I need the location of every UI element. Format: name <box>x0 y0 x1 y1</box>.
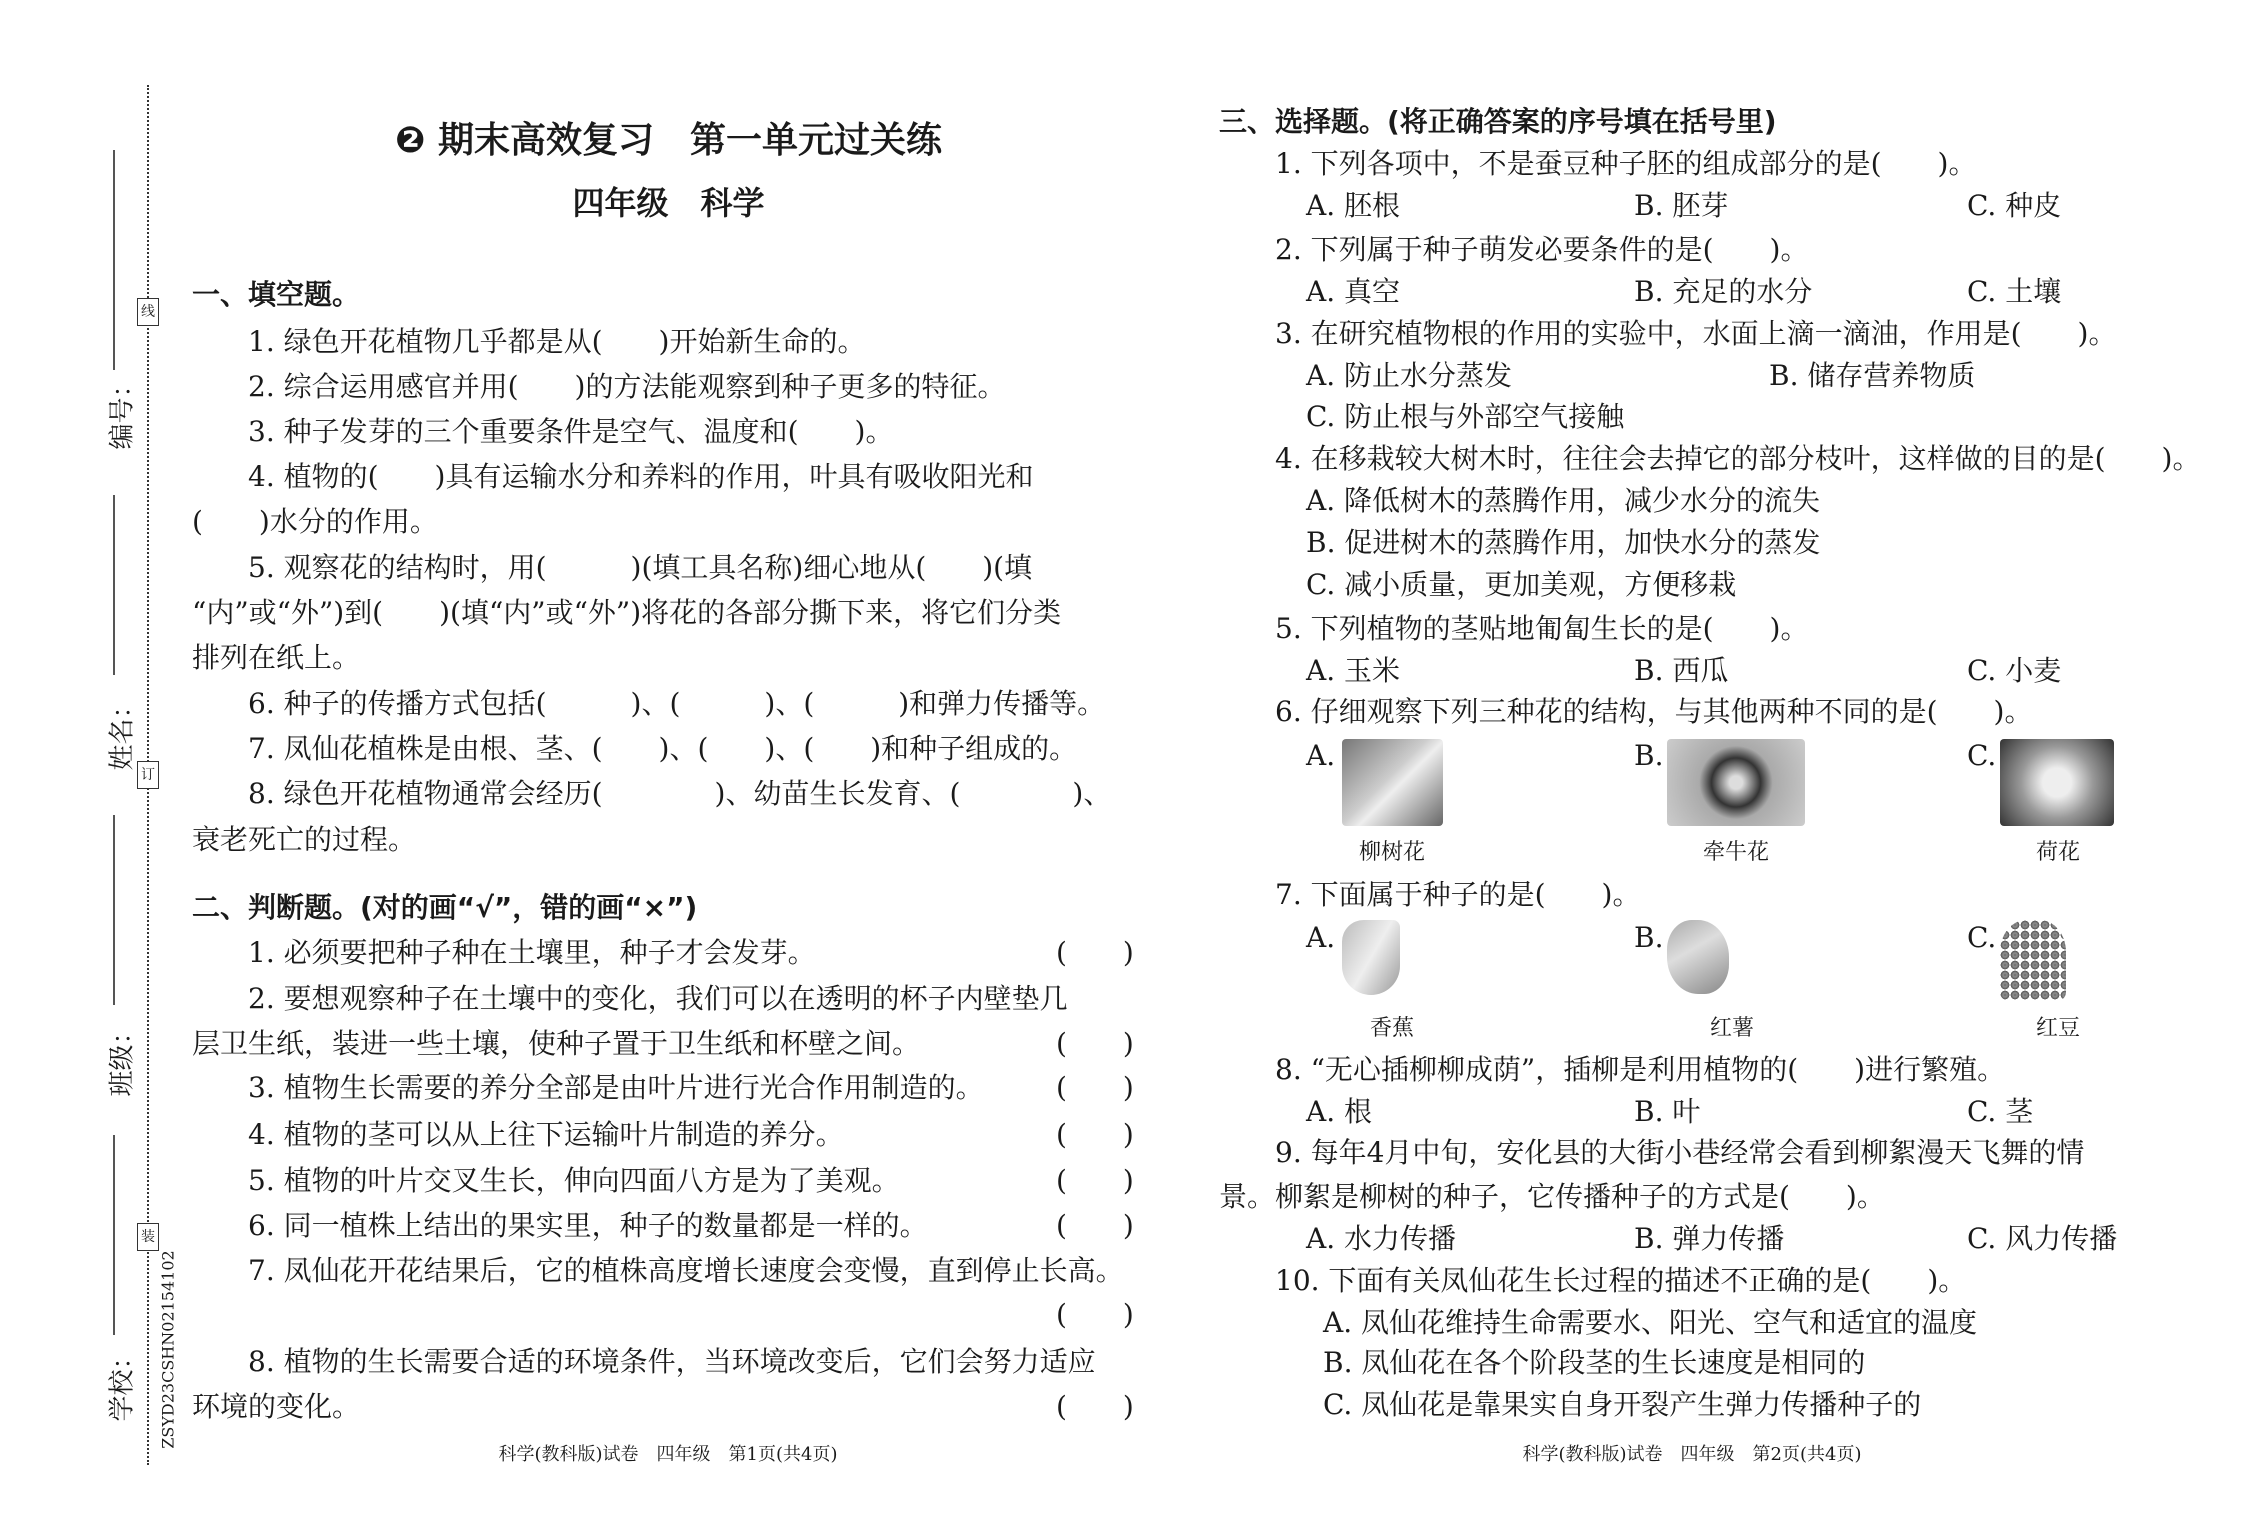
option: C. <box>1967 921 1997 954</box>
question-line: 7. 凤仙花开花结果后，它的植株高度增长速度会变慢，直到停止长高。 <box>248 1254 1124 1287</box>
answer-paren[interactable]: ( ) <box>1056 1071 1134 1104</box>
answer-paren[interactable]: ( ) <box>1056 1027 1134 1060</box>
question-line: 4. 在移栽较大树木时，往往会去掉它的部分枝叶，这样做的目的是( )。 <box>1275 442 2201 475</box>
option: C. 种皮 <box>1967 189 2062 222</box>
sweet-potato-image <box>1667 920 1729 994</box>
answer-paren[interactable]: ( ) <box>1056 1298 1134 1331</box>
lotus-image <box>2000 739 2114 826</box>
option: C. 防止根与外部空气接触 <box>1306 400 1625 433</box>
option: B. 弹力传播 <box>1634 1222 1785 1255</box>
willow-flower-image <box>1342 739 1443 826</box>
question-line: 6. 同一植株上结出的果实里，种子的数量都是一样的。 <box>248 1209 928 1242</box>
image-caption: 荷花 <box>2035 840 2080 865</box>
section-choice: 三、选择题。(将正确答案的序号填在括号里) <box>1219 105 1777 138</box>
question-line: 2. 要想观察种子在土壤中的变化，我们可以在透明的杯子内壁垫几 <box>248 982 1068 1015</box>
red-bean-image <box>2000 920 2066 1000</box>
question-line: 7. 下面属于种子的是( )。 <box>1275 878 1641 911</box>
option: B. <box>1634 739 1664 772</box>
option: A. 玉米 <box>1306 654 1401 687</box>
school-label: 学校： <box>107 1343 138 1422</box>
answer-paren[interactable]: ( ) <box>1056 1209 1134 1242</box>
option: B. 叶 <box>1634 1095 1701 1128</box>
question-line: 9. 每年4月中旬，安化县的大街小巷经常会看到柳絮漫天飞舞的情 <box>1275 1136 2085 1169</box>
question-line: 排列在纸上。 <box>192 641 361 674</box>
option: C. <box>1967 739 1997 772</box>
question-line: “内”或“外”)到( )(填“内”或“外”)将花的各部分撕下来，将它们分类 <box>192 596 1062 629</box>
option: A. 水力传播 <box>1306 1222 1457 1255</box>
question-line: 2. 综合运用感官并用( )的方法能观察到种子更多的特征。 <box>248 370 1006 403</box>
page-footer: 科学(教科版)试卷 四年级 第1页(共4页) <box>498 1444 838 1465</box>
question-line: 1. 必须要把种子种在土壤里，种子才会发芽。 <box>248 936 816 969</box>
question-line: 10. 下面有关凤仙花生长过程的描述不正确的是( )。 <box>1275 1264 1967 1297</box>
question-line: 3. 植物生长需要的养分全部是由叶片进行光合作用制造的。 <box>248 1071 984 1104</box>
option: B. <box>1634 921 1664 954</box>
binding-mark: 装 <box>137 1223 159 1251</box>
question-line: 景。柳絮是柳树的种子，它传播种子的方式是( )。 <box>1219 1180 1885 1213</box>
question-line: 1. 下列各项中，不是蚕豆种子胚的组成部分的是( )。 <box>1275 147 1977 180</box>
section-true-false: 二、判断题。(对的画“√”，错的画“×”) <box>192 891 698 924</box>
question-line: 5. 观察花的结构时，用( )(填工具名称)细心地从( )(填 <box>248 551 1033 584</box>
field-line <box>113 495 115 675</box>
option: A. 防止水分蒸发 <box>1306 359 1513 392</box>
field-line <box>113 815 115 1005</box>
banana-image <box>1342 920 1400 995</box>
question-line: 3. 种子发芽的三个重要条件是空气、温度和( )。 <box>248 415 894 448</box>
option: B. 充足的水分 <box>1634 275 1813 308</box>
option: C. 减小质量，更加美观，方便移栽 <box>1306 568 1737 601</box>
question-line: 1. 绿色开花植物几乎都是从( )开始新生命的。 <box>248 325 866 358</box>
binding-mark: 线 <box>137 298 159 326</box>
option: A. 真空 <box>1306 275 1401 308</box>
page-footer: 科学(教科版)试卷 四年级 第2页(共4页) <box>1522 1444 1862 1465</box>
name-label: 姓名： <box>107 692 138 771</box>
question-line: 层卫生纸，装进一些土壤，使种子置于卫生纸和杯壁之间。 <box>192 1027 921 1060</box>
page-title: ❷ 期末高效复习 第一单元过关练 <box>394 120 942 161</box>
question-line: 8. 植物的生长需要合适的环境条件，当环境改变后，它们会努力适应 <box>248 1345 1096 1378</box>
question-line: 4. 植物的茎可以从上往下运输叶片制造的养分。 <box>248 1118 844 1151</box>
paper-code: ZSYD23CSHN02154102 <box>158 1250 178 1449</box>
option: C. 茎 <box>1967 1095 2034 1128</box>
option: A. 根 <box>1306 1095 1373 1128</box>
answer-paren[interactable]: ( ) <box>1056 1390 1134 1423</box>
option: B. 胚芽 <box>1634 189 1729 222</box>
question-line: 6. 仔细观察下列三种花的结构，与其他两种不同的是( )。 <box>1275 695 2033 728</box>
image-caption: 柳树花 <box>1358 840 1425 865</box>
class-label: 班级： <box>107 1018 138 1097</box>
image-caption: 红豆 <box>2035 1016 2080 1041</box>
option: B. 促进树木的蒸腾作用，加快水分的蒸发 <box>1306 526 1821 559</box>
question-line: 8. “无心插柳柳成荫”，插柳是利用植物的( )进行繁殖。 <box>1275 1053 2006 1086</box>
option: A. <box>1306 921 1336 954</box>
number-label: 编号： <box>107 371 138 450</box>
question-line: 环境的变化。 <box>192 1390 361 1423</box>
option: A. 凤仙花维持生命需要水、阳光、空气和适宜的温度 <box>1323 1306 1978 1339</box>
question-line: 5. 下列植物的茎贴地匍匐生长的是( )。 <box>1275 612 1809 645</box>
image-caption: 红薯 <box>1709 1016 1754 1041</box>
image-caption: 牵牛花 <box>1702 840 1769 865</box>
question-line: 衰老死亡的过程。 <box>192 823 417 856</box>
answer-paren[interactable]: ( ) <box>1056 1164 1134 1197</box>
question-line: 2. 下列属于种子萌发必要条件的是( )。 <box>1275 233 1809 266</box>
option: C. 风力传播 <box>1967 1222 2118 1255</box>
question-line: 5. 植物的叶片交叉生长，伸向四面八方是为了美观。 <box>248 1164 900 1197</box>
question-line: ( )水分的作用。 <box>192 505 438 538</box>
binding-mark: 订 <box>137 761 159 789</box>
option: C. 小麦 <box>1967 654 2062 687</box>
morning-glory-image <box>1667 739 1805 826</box>
question-line: 3. 在研究植物根的作用的实验中，水面上滴一滴油，作用是( )。 <box>1275 317 2117 350</box>
question-line: 7. 凤仙花植株是由根、茎、( )、( )、( )和种子组成的。 <box>248 732 1078 765</box>
option: B. 西瓜 <box>1634 654 1729 687</box>
answer-paren[interactable]: ( ) <box>1056 936 1134 969</box>
option: C. 凤仙花是靠果实自身开裂产生弹力传播种子的 <box>1323 1388 1922 1421</box>
option: C. 土壤 <box>1967 275 2062 308</box>
question-line: 4. 植物的( )具有运输水分和养料的作用，叶具有吸收阳光和 <box>248 460 1034 493</box>
option: A. <box>1306 739 1336 772</box>
option: A. 胚根 <box>1306 189 1401 222</box>
question-line: 6. 种子的传播方式包括( )、( )、( )和弹力传播等。 <box>248 687 1106 720</box>
question-line: 8. 绿色开花植物通常会经历( )、幼苗生长发育、( )、 <box>248 777 1112 810</box>
option: B. 储存营养物质 <box>1769 359 1976 392</box>
option: B. 凤仙花在各个阶段茎的生长速度是相同的 <box>1323 1346 1866 1379</box>
answer-paren[interactable]: ( ) <box>1056 1118 1134 1151</box>
section-fill-blank: 一、填空题。 <box>192 278 361 311</box>
field-line <box>113 150 115 370</box>
page-subtitle: 四年级 科学 <box>572 184 765 222</box>
option: A. 降低树木的蒸腾作用，减少水分的流失 <box>1306 484 1821 517</box>
field-line <box>113 1135 115 1335</box>
image-caption: 香蕉 <box>1369 1016 1414 1041</box>
